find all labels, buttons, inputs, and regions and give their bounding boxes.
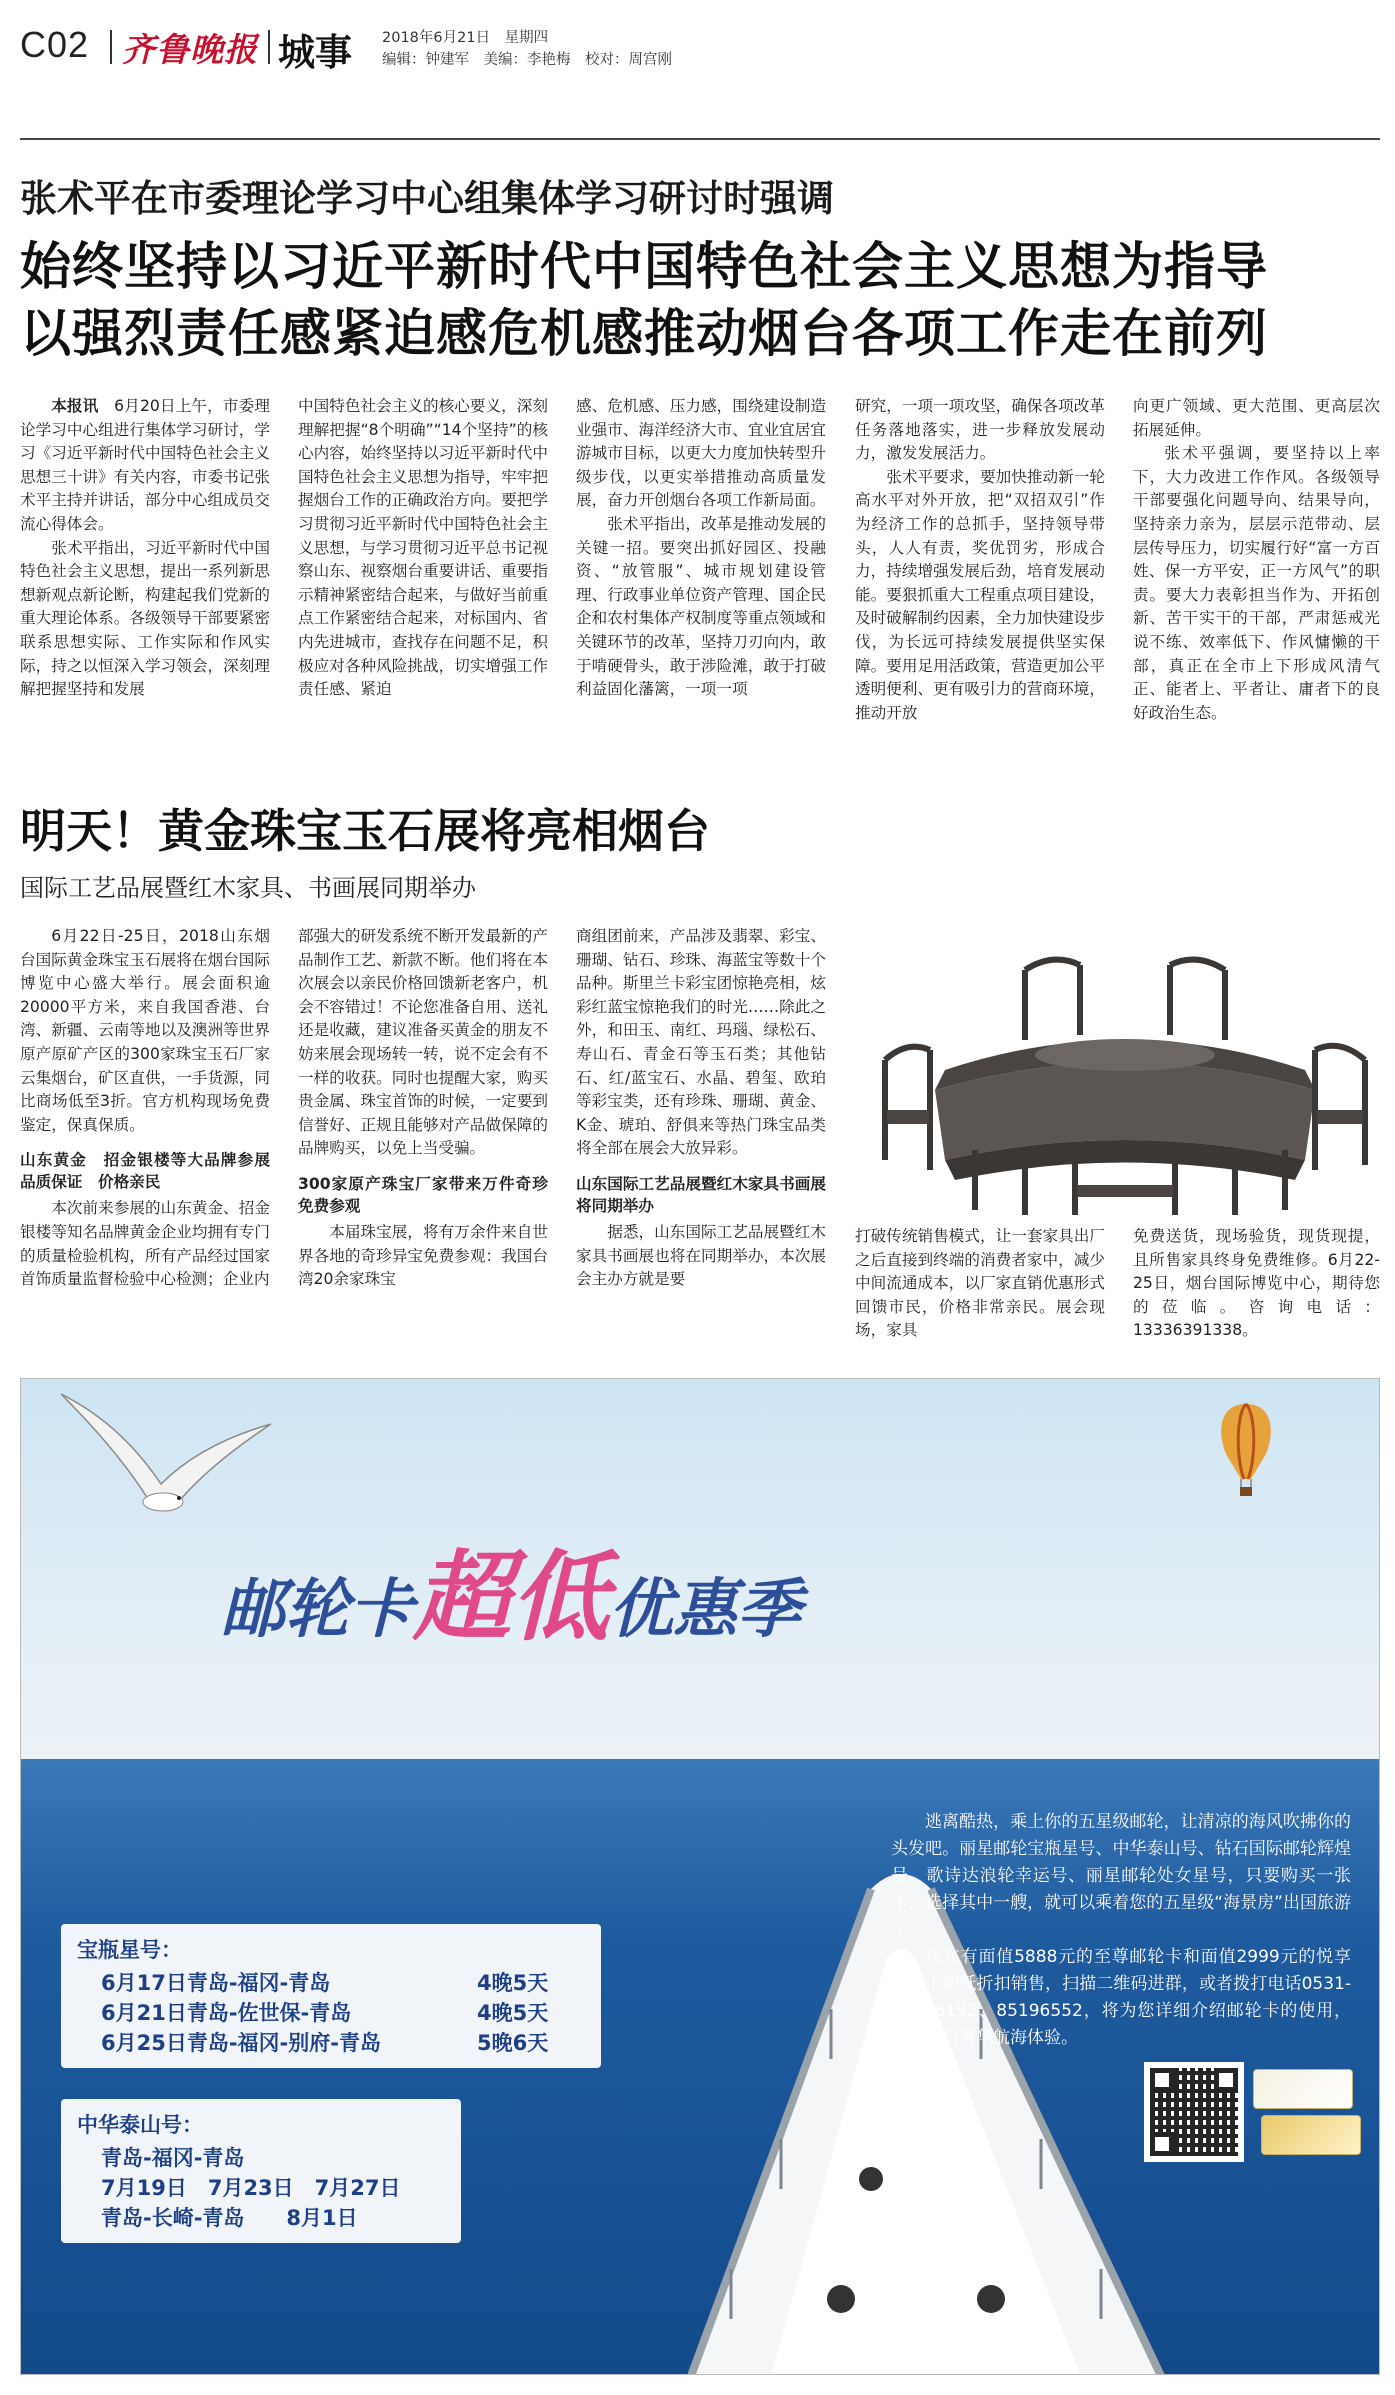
article1-lead-label: 本报讯 (51, 397, 99, 415)
ad-title-part-a: 邮轮卡 (221, 1573, 413, 1647)
route-duration: 4晚5天 (477, 2001, 549, 2025)
article2-col1-subhead: 山东黄金 招金银楼等大品牌参展 品质保证 价格亲民 (20, 1151, 286, 1192)
furniture-photo (875, 930, 1375, 1215)
article1-column-3 (576, 395, 826, 702)
cruise-card-ad (20, 1378, 1380, 2375)
editor-credits: 编辑：钟建军 美编：李艳梅 校对：周宫刚 (382, 52, 672, 68)
article1-col2-text: 中国特色社会主义的核心要义，深刻理解把握“8个明确”“14个坚持”的核心内容，始终坚持以习近平新时代中国特色社会主义思想为指导，牢牢把握烟台工作的正确政治方向。要把学习贯彻习近平新时代中国特色社会主义思想，与学习贯彻习近平总书记视察山东、视察烟台重要讲话、重要指示精神紧密结合起来，与做好当前重点工作紧密结合起来，对标国内、省内先进城市，查找存在问题不足，积极应对各种风险挑战，切实增强工作责任感、紧迫 (298, 397, 548, 699)
article2-column-3 (576, 925, 826, 1292)
article2-col4-text: 打破传统销售模式，让一套家具出厂之后直接到终端的消费者家中，减少中间流通成本，以厂家直销优惠形式回馈市民，价格非常亲民。展会现场，家具 (855, 1227, 1105, 1340)
qr-code-pattern (1150, 2068, 1238, 2156)
route-line (77, 2028, 585, 2058)
issue-date: 2018年6月21日 星期四 (382, 30, 549, 46)
article2-column-5 (1133, 1225, 1380, 1343)
article1-col5b-text: 张术平强调，要坚持以上率下，大力改进工作作风。各级领导干部要强化问题导向、结果导向，坚持亲力亲为，层层示范带动、层层传导压力，切实履行好“富一方百姓、保一方平安，正一方风气”的职责。要大力表彰担当作为、开拓创新、苦干实干的干部，严肃惩戒光说不练、效率低下、作风慵懒的干部，真正在全市上下形成风清气正、能者上、平者让、庸者下的良好政治生态。 (1133, 444, 1380, 722)
article2-col1b-text: 本次前来参展的山东黄金、招金银楼等知名品牌黄金企业均拥有专门的质量检验机构，所有产品经过国家首饰质量监督检验中心检测；企业内 (20, 1199, 270, 1289)
article1-kicker: 张术平在市委理论学习中心组集体学习研讨时强调 (20, 177, 834, 220)
top-rule (20, 138, 1380, 140)
route-panel-aquarius (61, 1924, 601, 2068)
masthead (20, 22, 1380, 74)
ad-text-1: 逃离酷热，乘上你的五星级邮轮，让清凉的海风吹拂你的头发吧。丽星邮轮宝瓶星号、中华泰山号、钻石国际邮轮辉煌号、歌诗达浪轮幸运号、丽星邮轮处女星号，只要购买一张卡，选择其中一艘，就可以乘着您的五星级“海景房”出国旅游了。 (891, 1812, 1351, 1940)
article1-col1b-text: 张术平指出，习近平新时代中国特色社会主义思想，提出一系列新思想新观点新论断，构建起我们党新的重大理论体系。各级领导干部要紧密联系思想实际、工作实际和作风实际，持之以恒深入学习领会，深刻理解把握坚持和发展 (20, 538, 270, 699)
ad-description (891, 1809, 1351, 2052)
article2-column-4 (855, 1225, 1105, 1343)
article1-col1-text: 6月20日上午，市委理论学习中心组进行集体学习研讨，学习《习近平新时代中国特色社会主义思想三十讲》有关内容，市委书记张术平主持并讲话，部分中心组成员交流心得体会。 (20, 397, 270, 533)
article2-col3b-text: 据悉，山东国际工艺品展暨红木家具书画展也将在同期举办，本次展会主办方就是要 (576, 1222, 826, 1289)
balloon-icon (1211, 1399, 1281, 1509)
article2-col2-text: 部强大的研发系统不断开发最新的产品制作工艺、新款不断。他们将在本次展会以亲民价格回馈新老客户，机会不容错过！不论您准备自用、送礼还是收藏，建议准备买黄金的朋友不妨来展会现场转一转，说不定会有不一样的收获。同时也提醒大家，购买贵金属、珠宝首饰的时候，一定要到信誉好、正规且能够对产品做保障的品牌购买，以免上当受骗。 (298, 927, 548, 1158)
article1-headline-1: 始终坚持以习近平新时代中国特色社会主义思想为指导 (20, 238, 1269, 297)
cruise-cards (1253, 2069, 1363, 2159)
route-duration: 4晚5天 (477, 1971, 549, 1995)
article2-col3-text: 商组团前来，产品涉及翡翠、彩宝、珊瑚、钻石、珍珠、海蓝宝等数十个品种。斯里兰卡彩宝团惊艳亮相，炫彩红蓝宝惊艳我们的时光……除此之外，和田玉、南红、玛瑙、绿松石、寿山石、青金石等玉石类；其他钻石、红/蓝宝石、水晶、碧玺、欧珀等彩宝类，还有珍珠、珊瑚、黄金、K金、琥珀、舒俱来等热门珠宝品类将全部在展会大放异彩。 (576, 927, 826, 1158)
ad-title-part-b: 超 (413, 1541, 512, 1655)
route-panel-taishan (61, 2099, 461, 2243)
article2-column-2 (298, 925, 564, 1292)
newspaper-logo: 齐鲁晚报 (122, 30, 258, 69)
ad-title-part-c: 低 (511, 1541, 610, 1655)
article2-subhead: 国际工艺品展暨红木家具、书画展同期举办 (20, 874, 476, 902)
route-group-title: 宝瓶星号： (77, 1938, 182, 1962)
card-icon (1261, 2115, 1361, 2155)
article1-col4b-text: 张术平要求，要加快推动新一轮高水平对外开放，把“双招双引”作为经济工作的总抓手，坚持领导带头，人人有责，奖优罚劣，形成合力，持续增强发展后劲，培育发展动能。要狠抓重大工程重点项目建设，及时破解制约因素，全力加快建设步伐，为长远可持续发展提供坚实保障。要用足用活政策，营造更加公平透明便利、更有吸引力的营商环境，推动开放 (855, 467, 1105, 722)
article2-col2b-text: 本届珠宝展，将有万余件来自世界各地的奇珍异宝免费参观：我国台湾20余家珠宝 (298, 1222, 548, 1289)
article1-column-4 (855, 395, 1105, 725)
route-name: 6月17日青岛-福冈-青岛 (101, 1971, 331, 1995)
ad-title (221, 1519, 801, 1660)
article1-column-5 (1133, 395, 1380, 725)
article2-col2-subhead: 300家原产珠宝厂家带来万件奇珍 免费参观 (298, 1174, 564, 1215)
page-number: C02 (20, 24, 90, 65)
article2-col3-subhead: 山东国际工艺品展暨红木家具书画展将同期举办 (576, 1174, 826, 1215)
article1-col3-text: 感、危机感、压力感，围绕建设制造业强市、海洋经济大市、宜业宜居宜游城市目标，以更大力度加快转型升级步伐，以更实举措推动高质量发展，奋力开创烟台各项工作新局面。 (576, 397, 826, 510)
divider (268, 30, 270, 64)
route-line (77, 1968, 585, 1998)
route-name: 6月25日青岛-福冈-别府-青岛 (101, 2031, 381, 2055)
route-duration: 5晚6天 (477, 2031, 549, 2055)
article1-col5-text: 向更广领域、更大范围、更高层次拓展延伸。 (1133, 397, 1380, 439)
article1-column-1 (20, 395, 270, 702)
route-line (77, 1998, 585, 2028)
article1-col4-text: 研究，一项一项攻坚，确保各项改革任务落地落实，进一步释放发展动力，激发发展活力。 (855, 397, 1105, 463)
route-line: 青岛-长崎-青岛 8月1日 (101, 2206, 358, 2230)
article2-headline: 明天！黄金珠宝玉石展将亮相烟台 (20, 804, 710, 858)
divider (110, 30, 112, 64)
section-title: 城事 (278, 31, 352, 74)
route-group-title: 中华泰山号： (77, 2113, 203, 2137)
route-line: 青岛-福冈-青岛 (101, 2146, 245, 2170)
ad-text-2: 现在有面值5888元的至尊邮轮卡和面值2999元的悦享邮轮卡超低折扣销售，扫描二维码进群，或者拨打电话0531-85196192、85196552，将为您详细介绍邮轮卡的使用，带你开启奢华航海体验。 (891, 1947, 1351, 2048)
article2-col1-text: 6月22日-25日，2018山东烟台国际黄金珠宝玉石展将在烟台国际博览中心盛大举行。展会面积逾20000平方米，来自我国香港、台湾、新疆、云南等地以及澳洲等世界原产原矿产区的300家珠宝玉石厂家云集烟台，矿区直供，一手货源，同比商场低至3折。官方机构现场免费鉴定，保真保质。 (20, 927, 270, 1134)
ad-title-part-d: 优惠季 (609, 1573, 802, 1647)
article2-col5-text: 免费送货，现场验货，现货现提，且所售家具终身免费维修。6月22-25日，烟台国际博览中心，期待您的莅临。咨询电话：13336391338。 (1133, 1227, 1380, 1340)
article2-column-1 (20, 925, 286, 1292)
card-icon (1253, 2069, 1353, 2109)
qr-code-icon[interactable] (1144, 2062, 1244, 2162)
article1-col3b-text: 张术平指出，改革是推动发展的关键一招。要突出抓好园区、投融资、“放管服”、城市规划建设管理、行政事业单位资产管理、国企民企和农村集体产权制度等重点领域和关键环节的改革，坚持刀刃向内，敢于啃硬骨头，敢于涉险滩，敢于打破利益固化藩篱，一项一项 (576, 514, 826, 699)
route-name: 6月21日青岛-佐世保-青岛 (101, 2001, 352, 2025)
article1-headline-2: 以强烈责任感紧迫感危机感推动烟台各项工作走在前列 (20, 305, 1269, 364)
article1-column-2 (298, 395, 548, 702)
route-line: 7月19日 7月23日 7月27日 (101, 2176, 401, 2200)
